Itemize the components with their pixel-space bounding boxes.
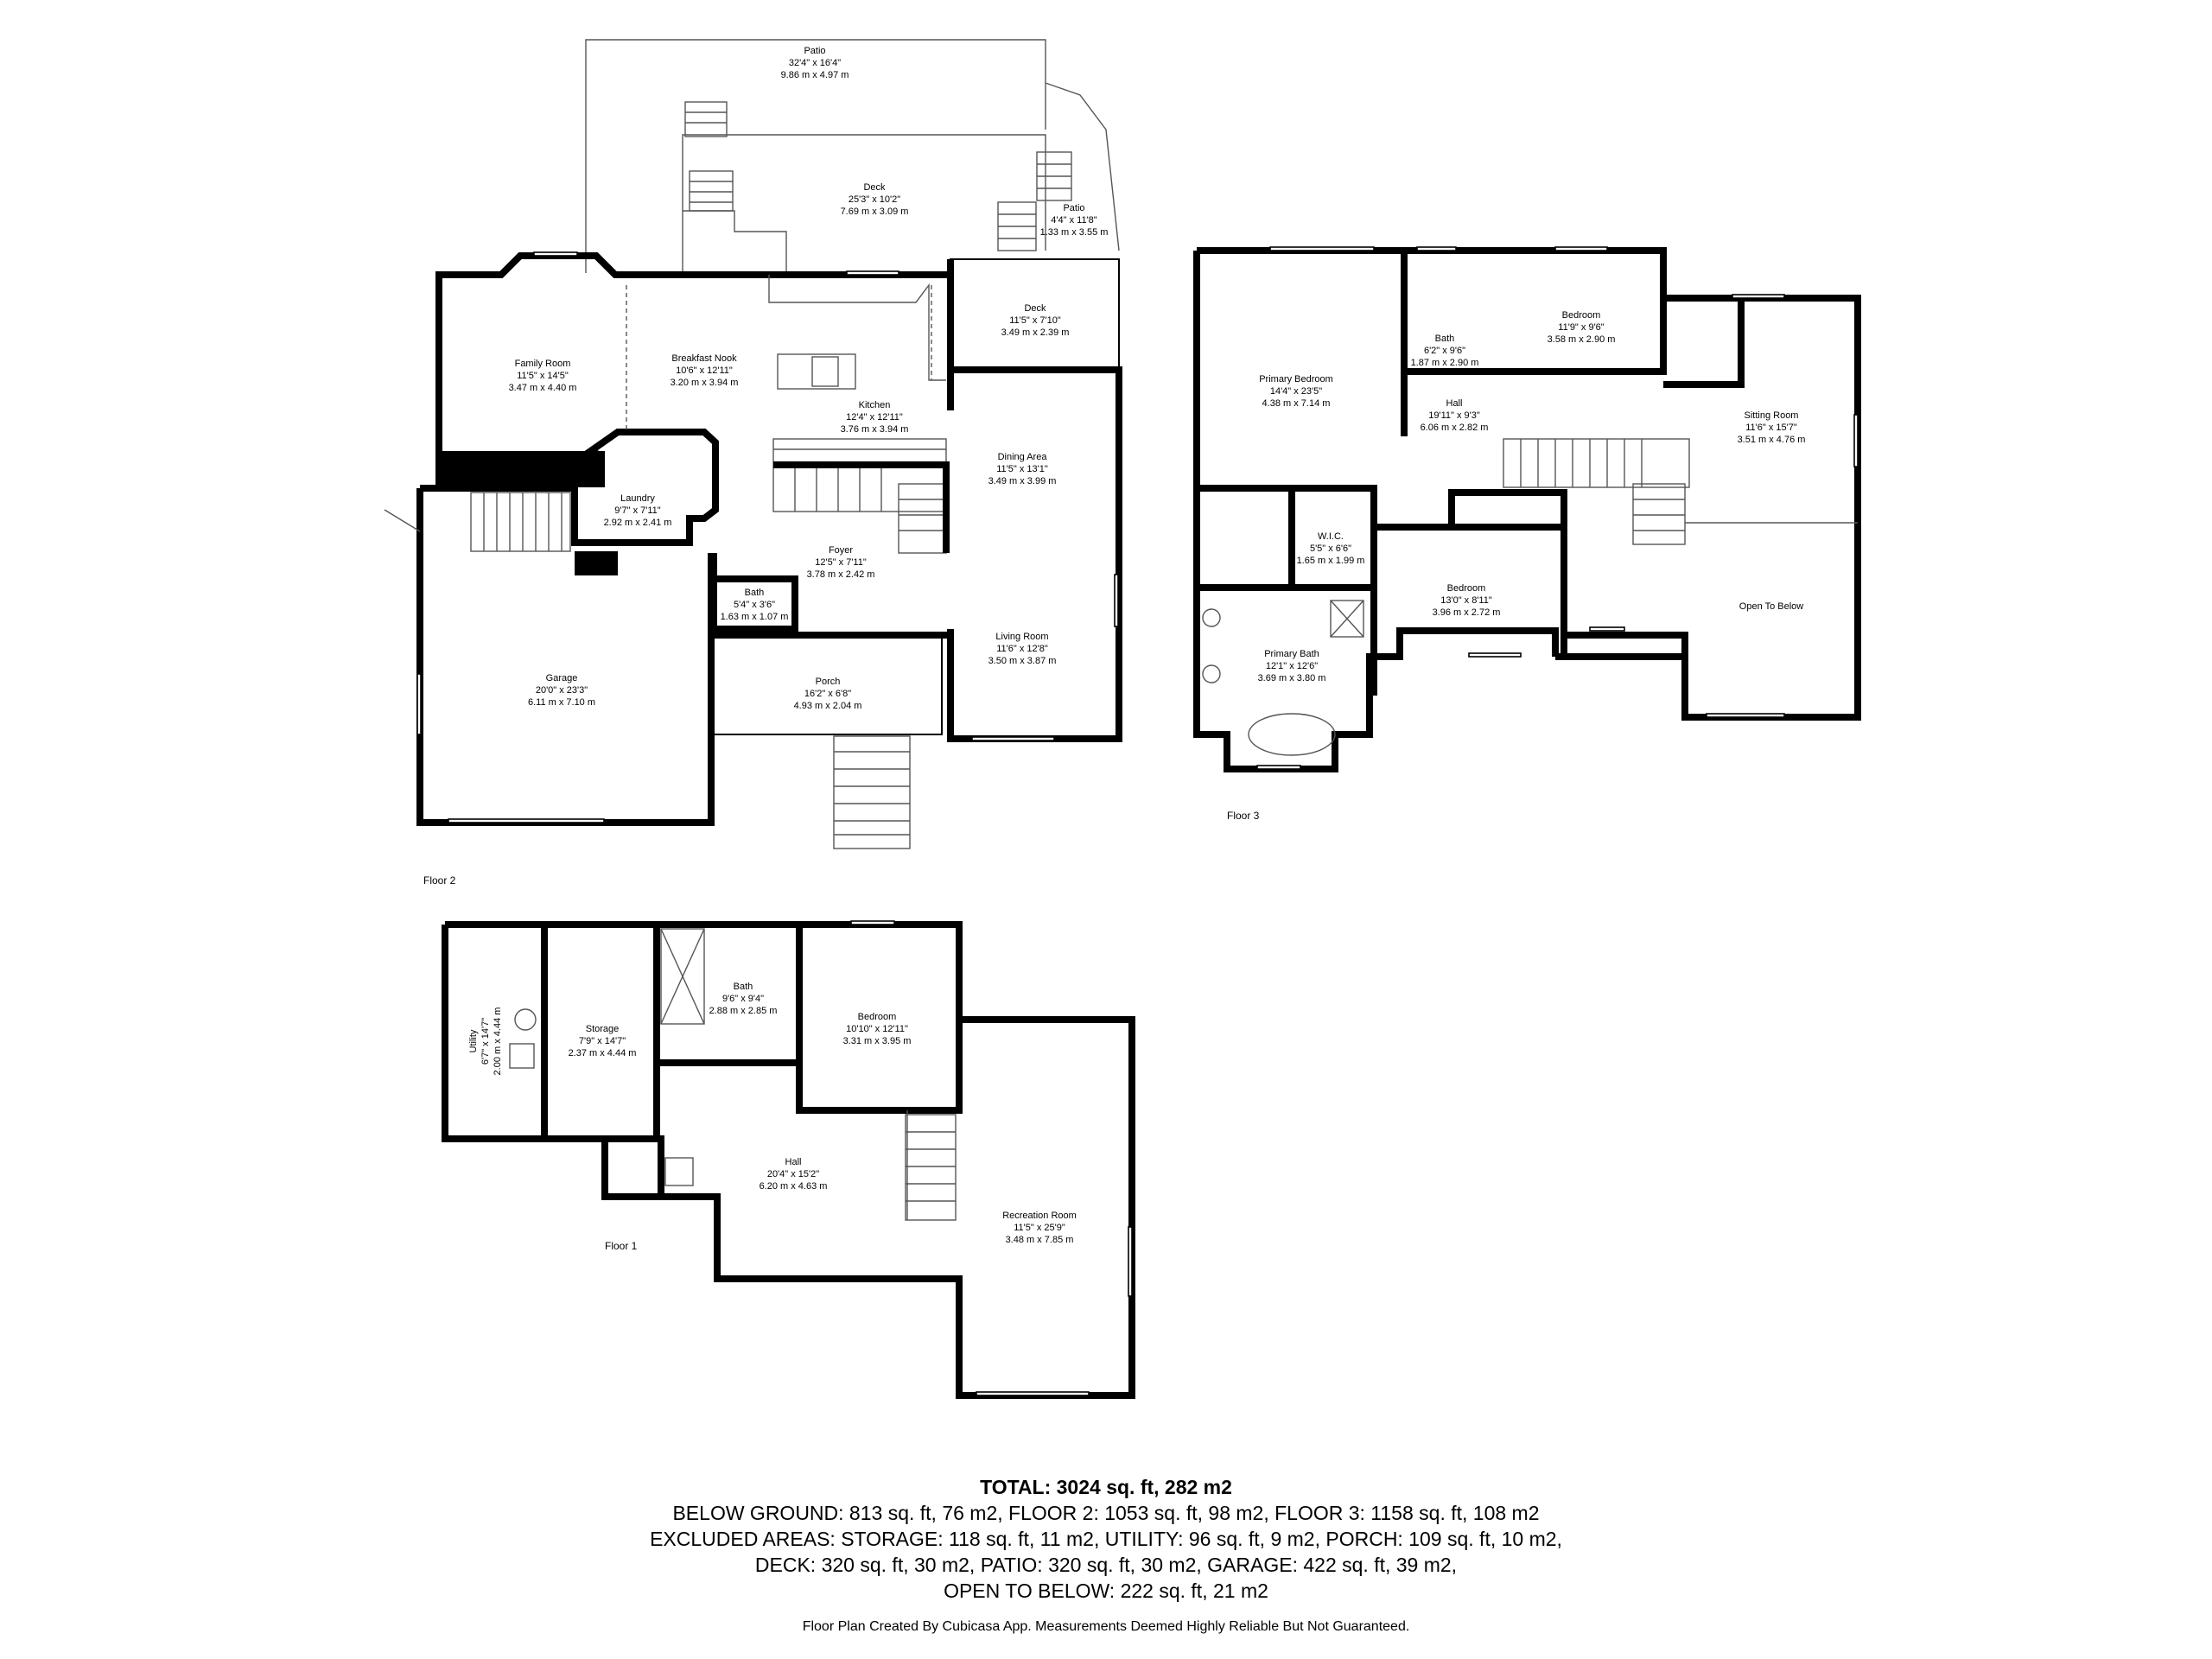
room-imperial: 13'0" x 8'11" [1440, 595, 1492, 606]
room-imperial: 12'5" x 7'11" [815, 557, 867, 568]
room-label-bath-floor1 [709, 981, 778, 1017]
room-name: Deck [1024, 303, 1046, 314]
room-name: Porch [815, 677, 841, 687]
room-label-family-room [509, 358, 577, 394]
room-label-porch [794, 676, 862, 712]
room-metric: 3.47 m x 4.40 m [508, 383, 577, 393]
room-metric: 3.20 m x 3.94 m [670, 378, 739, 388]
room-name: Bedroom [857, 1012, 897, 1022]
room-imperial: 6'7" x 14'7" [480, 1017, 491, 1065]
room-imperial: 20'4" x 15'2" [766, 1169, 820, 1179]
room-metric: 2.37 m x 4.44 m [568, 1048, 637, 1058]
room-name: Kitchen [858, 400, 891, 410]
room-name: Bedroom [1561, 310, 1601, 321]
room-name: Storage [585, 1024, 620, 1034]
room-name: Family Room [514, 359, 571, 369]
room-metric: 1.33 m x 3.55 m [1039, 227, 1109, 238]
room-metric: 4.93 m x 2.04 m [793, 701, 862, 711]
room-name: Dining Area [997, 452, 1047, 462]
room-imperial: 11'9" x 9'6" [1558, 322, 1605, 333]
room-label-sitting-room [1738, 410, 1806, 446]
floor-2-label: Floor 2 [423, 874, 456, 887]
room-name: Recreation Room [1002, 1211, 1077, 1221]
room-name: W.I.C. [1318, 531, 1344, 542]
room-label-patio-top [781, 45, 849, 81]
room-name: Bath [1434, 334, 1455, 344]
room-metric: 1.87 m x 2.90 m [1410, 358, 1479, 368]
room-imperial: 12'1" x 12'6" [1265, 661, 1319, 671]
room-label-recreation-room [1002, 1210, 1077, 1246]
floor-3-plan [1197, 247, 1858, 769]
room-imperial: 9'6" x 9'4" [721, 994, 765, 1004]
room-metric: 3.69 m x 3.80 m [1257, 673, 1326, 683]
room-imperial: 4'4" x 11'8" [1051, 215, 1097, 226]
area-summary [0, 1474, 2212, 1604]
room-metric: 1.63 m x 1.07 m [720, 612, 789, 622]
area-breakdown-line-3: DECK: 320 sq. ft, 30 m2, PATIO: 320 sq. ft, 30 m2, GARAGE: 422 sq. ft, 39 m2, [754, 1554, 1458, 1576]
room-imperial: 11'5" x 25'9" [1014, 1223, 1065, 1233]
room-name: Open To Below [1738, 601, 1804, 612]
room-name: Garage [545, 673, 578, 683]
room-name: Breakfast Nook [671, 353, 737, 364]
room-name: Primary Bedroom [1259, 374, 1333, 385]
room-imperial: 11'6" x 12'8" [996, 644, 1048, 654]
room-metric: 7.69 m x 3.09 m [840, 207, 909, 217]
room-name: Bedroom [1446, 583, 1486, 594]
room-label-open-to-below [1739, 601, 1803, 613]
room-imperial: 10'6" x 12'11" [676, 365, 733, 376]
floor-2-plan [385, 40, 1119, 849]
room-label-bath-floor2 [721, 587, 789, 623]
room-metric: 3.49 m x 3.99 m [988, 476, 1057, 486]
room-imperial: 19'11" x 9'3" [1428, 410, 1480, 421]
room-metric: 2.88 m x 2.85 m [709, 1006, 778, 1016]
room-metric: 3.78 m x 2.42 m [806, 569, 875, 580]
room-label-patio-small [1040, 202, 1109, 238]
room-name: Hall [785, 1157, 802, 1167]
room-name: Hall [1446, 398, 1463, 409]
room-metric: 3.48 m x 7.85 m [1005, 1235, 1074, 1245]
room-imperial: 11'6" x 15'7" [1745, 423, 1797, 433]
room-label-primary-bath [1258, 648, 1326, 684]
room-label-bedroom-floor3-b [1433, 582, 1501, 619]
room-metric: 6.06 m x 2.82 m [1420, 423, 1489, 433]
room-name: Bath [744, 588, 765, 598]
room-label-foyer [807, 544, 875, 581]
room-imperial: 12'4" x 12'11" [846, 412, 903, 423]
room-imperial: 16'2" x 6'8" [804, 689, 852, 699]
room-imperial: 14'4" x 23'5" [1269, 386, 1323, 397]
room-metric: 1.65 m x 1.99 m [1296, 556, 1365, 566]
room-label-wic [1297, 531, 1365, 567]
room-label-hall-floor1 [760, 1156, 828, 1192]
room-name: Patio [1063, 203, 1085, 213]
room-label-laundry [604, 493, 672, 529]
credit-line: Floor Plan Created By Cubicasa App. Measurements Deemed Highly Reliable But Not Guaranteed. [802, 1619, 1410, 1634]
room-name: Foyer [828, 545, 854, 556]
room-metric: 3.58 m x 2.90 m [1547, 334, 1616, 345]
area-breakdown-line-2: EXCLUDED AREAS: STORAGE: 118 sq. ft, 11 m2, UTILITY: 96 sq. ft, 9 m2, PORCH: 109 sq. ft, 10 m2, [650, 1528, 1562, 1550]
room-label-breakfast-nook [671, 353, 739, 389]
room-label-kitchen [841, 399, 909, 435]
room-metric: 6.11 m x 7.10 m [527, 697, 596, 708]
room-metric: 2.00 m x 4.44 m [493, 1007, 503, 1076]
area-breakdown-line-4: OPEN TO BELOW: 222 sq. ft, 21 m2 [944, 1580, 1268, 1602]
room-name: Laundry [620, 493, 655, 504]
room-name: Utility [468, 1029, 479, 1053]
room-imperial: 10'10" x 12'11" [846, 1024, 908, 1034]
total-area: TOTAL: 3024 sq. ft, 282 m2 [980, 1476, 1232, 1498]
room-metric: 2.92 m x 2.41 m [603, 518, 672, 528]
room-imperial: 11'5" x 14'5" [517, 371, 569, 381]
room-imperial: 7'9" x 14'7" [578, 1036, 626, 1046]
room-imperial: 5'5" x 6'6" [1309, 543, 1352, 554]
room-metric: 6.20 m x 4.63 m [759, 1181, 828, 1192]
room-label-bedroom-floor3-a [1548, 309, 1616, 346]
room-label-hall-floor3 [1421, 397, 1489, 434]
room-label-garage [528, 672, 595, 709]
room-label-deck-main [841, 181, 909, 218]
room-metric: 3.50 m x 3.87 m [988, 656, 1057, 666]
room-name: Deck [863, 182, 886, 193]
room-label-primary-bedroom [1259, 373, 1333, 410]
room-imperial: 9'7" x 7'11" [614, 505, 661, 516]
room-imperial: 6'2" x 9'6" [1423, 346, 1466, 356]
room-name: Bath [733, 982, 753, 992]
room-metric: 3.96 m x 2.72 m [1432, 607, 1501, 618]
room-imperial: 11'5" x 7'10" [1009, 315, 1061, 326]
room-imperial: 5'4" x 3'6" [733, 600, 776, 610]
area-breakdown-line-1: BELOW GROUND: 813 sq. ft, 76 m2, FLOOR 2: 1053 sq. ft, 98 m2, FLOOR 3: 1158 sq. ft, 108 m2 [672, 1502, 1540, 1524]
room-imperial: 20'0" x 23'3" [535, 685, 588, 696]
room-metric: 3.51 m x 4.76 m [1737, 435, 1806, 445]
floor-3-label: Floor 3 [1227, 810, 1260, 822]
room-label-storage [569, 1023, 637, 1059]
room-metric: 9.86 m x 4.97 m [780, 70, 849, 80]
room-imperial: 32'4" x 16'4" [788, 58, 842, 68]
room-metric: 3.31 m x 3.95 m [842, 1036, 912, 1046]
room-name: Living Room [995, 632, 1049, 642]
room-metric: 3.49 m x 2.39 m [1001, 327, 1070, 338]
room-metric: 3.76 m x 3.94 m [840, 424, 909, 435]
room-imperial: 11'5" x 13'1" [996, 464, 1048, 474]
room-metric: 4.38 m x 7.14 m [1262, 398, 1331, 409]
room-label-living-room [988, 631, 1057, 667]
room-imperial: 25'3" x 10'2" [848, 194, 901, 205]
room-name: Sitting Room [1744, 410, 1799, 421]
room-name: Primary Bath [1264, 649, 1319, 659]
room-label-deck-small [1001, 302, 1070, 339]
room-label-bath-floor3 [1411, 333, 1479, 369]
floor-1-label: Floor 1 [605, 1240, 638, 1252]
room-label-dining-area [988, 451, 1057, 487]
room-name: Patio [804, 46, 826, 56]
room-label-utility [467, 1007, 504, 1076]
room-label-bedroom-floor1 [843, 1011, 912, 1047]
